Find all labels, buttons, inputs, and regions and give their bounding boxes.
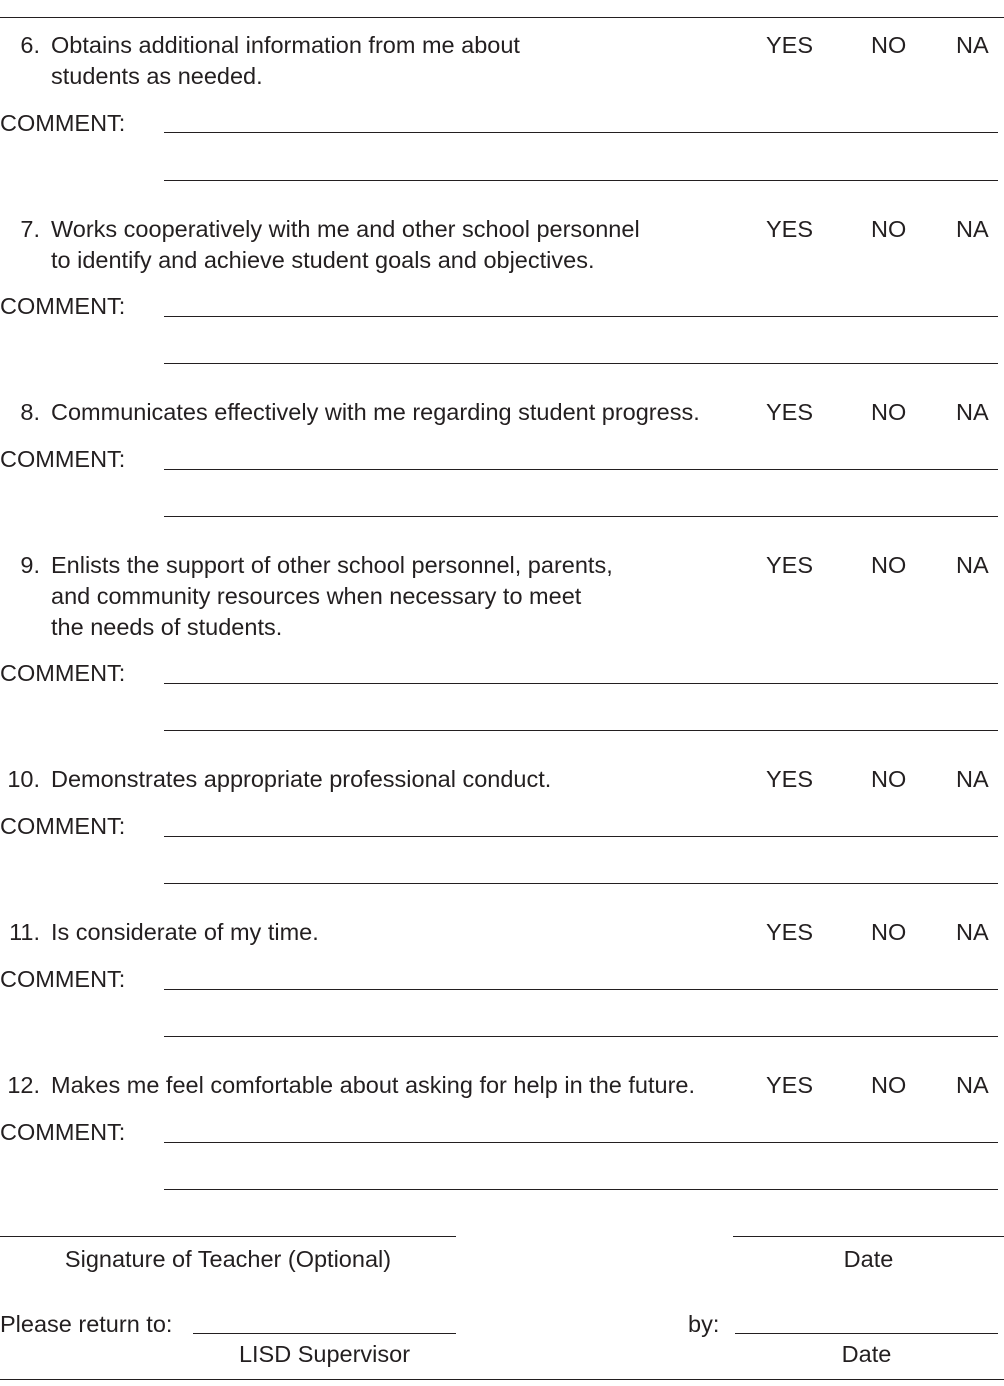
- na-option[interactable]: NA: [956, 766, 989, 792]
- date-line[interactable]: [733, 1236, 1004, 1237]
- question-text-line: to identify and achieve student goals and objectives.: [51, 247, 595, 273]
- question-number: 6.: [20, 32, 40, 58]
- question-text-line: Is considerate of my time.: [51, 919, 319, 945]
- return-date-label: Date: [841, 1341, 892, 1367]
- return-label: Please return to:: [0, 1311, 173, 1337]
- na-option[interactable]: NA: [956, 216, 989, 242]
- question-text-line: Enlists the support of other school personnel, parents,: [51, 552, 613, 578]
- comment-line[interactable]: [164, 316, 998, 317]
- question-text-line: Obtains additional information from me about: [51, 32, 520, 58]
- bottom-rule: [0, 1379, 1004, 1380]
- no-option[interactable]: NO: [871, 216, 907, 242]
- no-option[interactable]: NO: [871, 1072, 907, 1098]
- comment-line[interactable]: [164, 363, 998, 364]
- comment-line[interactable]: [164, 469, 998, 470]
- question-number: 10.: [7, 766, 40, 792]
- comment-label: COMMENT:: [0, 813, 126, 839]
- comment-label: COMMENT:: [0, 966, 126, 992]
- question-number: 7.: [20, 216, 40, 242]
- comment-line[interactable]: [164, 132, 998, 133]
- comment-label: COMMENT:: [0, 110, 126, 136]
- yes-option[interactable]: YES: [766, 399, 814, 425]
- na-option[interactable]: NA: [956, 552, 989, 578]
- comment-line[interactable]: [164, 883, 998, 884]
- yes-option[interactable]: YES: [766, 216, 814, 242]
- question-number: 11.: [9, 919, 40, 945]
- comment-line[interactable]: [164, 1036, 998, 1037]
- question-text-line: Works cooperatively with me and other school personnel: [51, 216, 640, 242]
- comment-line[interactable]: [164, 1142, 998, 1143]
- no-option[interactable]: NO: [871, 399, 907, 425]
- date-label: Date: [843, 1246, 894, 1272]
- comment-label: COMMENT:: [0, 660, 126, 686]
- no-option[interactable]: NO: [871, 919, 907, 945]
- question-number: 12.: [7, 1072, 40, 1098]
- yes-option[interactable]: YES: [766, 766, 814, 792]
- yes-option[interactable]: YES: [766, 919, 814, 945]
- question-text-line: and community resources when necessary to meet: [51, 583, 582, 609]
- no-option[interactable]: NO: [871, 552, 907, 578]
- no-option[interactable]: NO: [871, 766, 907, 792]
- comment-line[interactable]: [164, 989, 998, 990]
- yes-option[interactable]: YES: [766, 552, 814, 578]
- no-option[interactable]: NO: [871, 32, 907, 58]
- comment-label: COMMENT:: [0, 1119, 126, 1145]
- top-rule: [0, 17, 1004, 18]
- signature-line[interactable]: [0, 1236, 456, 1237]
- supervisor-line[interactable]: [193, 1333, 456, 1334]
- comment-label: COMMENT:: [0, 293, 126, 319]
- comment-line[interactable]: [164, 1189, 998, 1190]
- question-text-line: Communicates effectively with me regarding student progress.: [51, 399, 700, 425]
- question-number: 9.: [20, 552, 40, 578]
- question-text-line: Demonstrates appropriate professional conduct.: [51, 766, 552, 792]
- comment-line[interactable]: [164, 730, 998, 731]
- question-number: 8.: [20, 399, 40, 425]
- na-option[interactable]: NA: [956, 1072, 989, 1098]
- question-text-line: Makes me feel comfortable about asking for help in the future.: [51, 1072, 695, 1098]
- signature-label: Signature of Teacher (Optional): [64, 1246, 392, 1272]
- yes-option[interactable]: YES: [766, 32, 814, 58]
- return-date-line[interactable]: [735, 1333, 998, 1334]
- na-option[interactable]: NA: [956, 919, 989, 945]
- supervisor-label: LISD Supervisor: [238, 1341, 411, 1367]
- na-option[interactable]: NA: [956, 399, 989, 425]
- comment-label: COMMENT:: [0, 446, 126, 472]
- question-text-line: students as needed.: [51, 63, 263, 89]
- na-option[interactable]: NA: [956, 32, 989, 58]
- comment-line[interactable]: [164, 516, 998, 517]
- comment-line[interactable]: [164, 180, 998, 181]
- comment-line[interactable]: [164, 683, 998, 684]
- comment-line[interactable]: [164, 836, 998, 837]
- yes-option[interactable]: YES: [766, 1072, 814, 1098]
- question-text-line: the needs of students.: [51, 614, 283, 640]
- by-label: by:: [688, 1311, 720, 1337]
